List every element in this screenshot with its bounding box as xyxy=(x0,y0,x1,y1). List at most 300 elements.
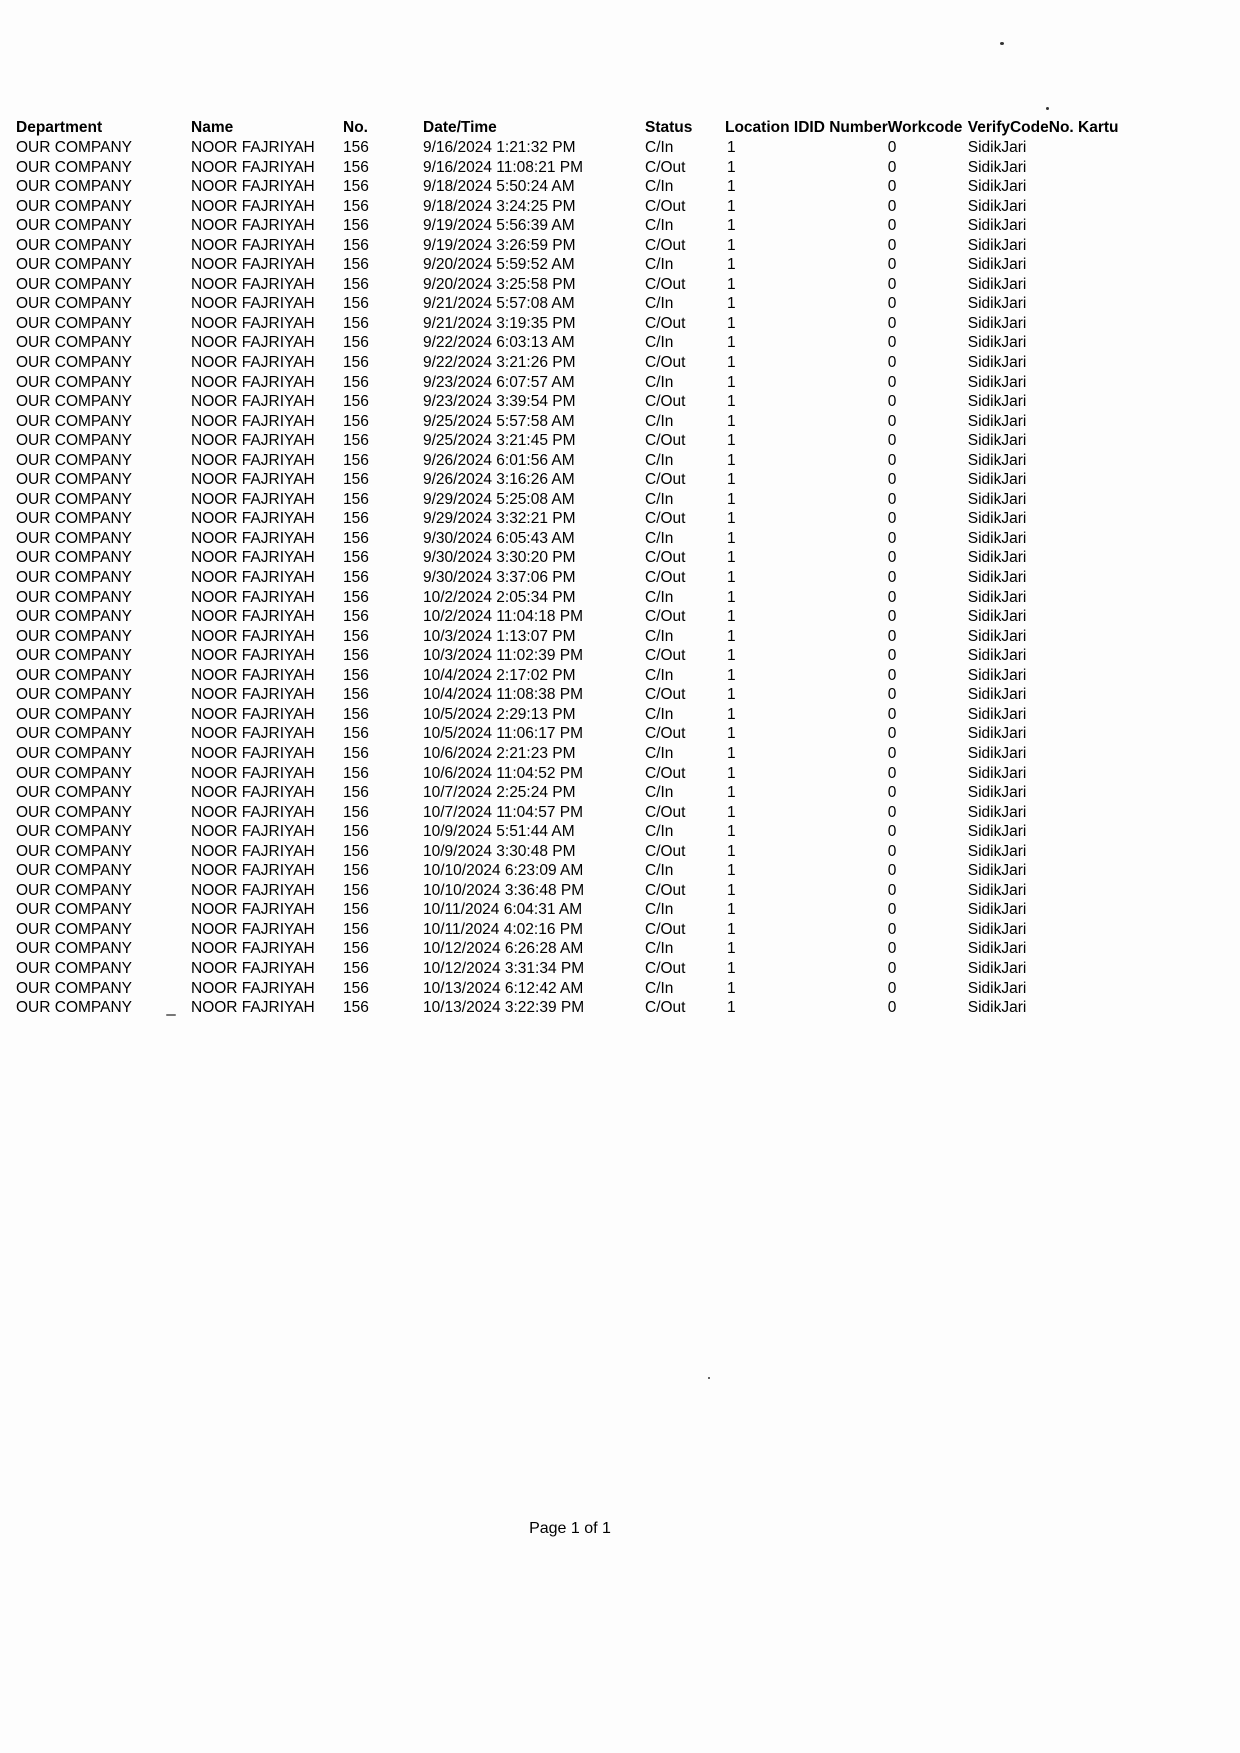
cell-workcode: 0 xyxy=(887,725,897,743)
header-card-no: No. Kartu xyxy=(1048,119,1119,136)
cell-datetime: 10/9/2024 3:30:48 PM xyxy=(423,842,576,860)
cell-status: C/Out xyxy=(645,842,686,860)
cell-department: OUR COMPANY xyxy=(16,999,132,1017)
cell-verifycode: SidikJari xyxy=(967,178,1027,196)
cell-card-no xyxy=(1049,959,1119,979)
cell-department: OUR COMPANY xyxy=(16,412,132,430)
cell-location-id: 1 xyxy=(727,432,736,450)
cell-status: C/Out xyxy=(645,275,686,293)
cell-location-id: 1 xyxy=(727,881,736,899)
table-header-row xyxy=(16,118,1119,138)
cell-status: C/Out xyxy=(645,686,686,704)
cell-card-no xyxy=(1049,607,1119,627)
cell-status: C/In xyxy=(645,862,674,880)
cell-verifycode: SidikJari xyxy=(967,862,1027,880)
cell-datetime: 10/11/2024 4:02:16 PM xyxy=(423,920,584,938)
cell-datetime: 10/6/2024 2:21:23 PM xyxy=(423,744,576,762)
table-row xyxy=(16,529,1119,549)
cell-verifycode: SidikJari xyxy=(967,295,1027,313)
table-row xyxy=(16,724,1119,744)
cell-workcode: 0 xyxy=(887,295,897,313)
cell-workcode: 0 xyxy=(887,999,897,1017)
cell-name: NOOR FAJRIYAH xyxy=(191,373,315,391)
cell-datetime: 10/10/2024 6:23:09 AM xyxy=(423,862,584,880)
cell-location-id: 1 xyxy=(727,354,736,372)
table-row xyxy=(16,939,1119,959)
cell-name: NOOR FAJRIYAH xyxy=(191,334,315,352)
cell-datetime: 10/10/2024 3:36:48 PM xyxy=(423,881,585,899)
cell-department: OUR COMPANY xyxy=(16,647,132,665)
cell-name: NOOR FAJRIYAH xyxy=(191,881,315,899)
cell-verifycode: SidikJari xyxy=(967,412,1027,430)
table-row xyxy=(16,959,1119,979)
cell-datetime: 10/7/2024 11:04:57 PM xyxy=(423,803,584,821)
cell-workcode: 0 xyxy=(887,139,897,156)
cell-card-no xyxy=(1049,392,1119,412)
cell-status: C/Out xyxy=(645,549,686,567)
cell-card-no xyxy=(1049,294,1119,314)
cell-name: NOOR FAJRIYAH xyxy=(191,647,315,665)
table-row xyxy=(16,275,1119,295)
cell-status: C/Out xyxy=(645,764,686,782)
cell-workcode: 0 xyxy=(887,979,897,997)
cell-workcode: 0 xyxy=(887,569,897,587)
cell-card-no xyxy=(1049,333,1119,353)
table-row xyxy=(16,920,1119,940)
cell-status: C/Out xyxy=(645,647,686,665)
cell-verifycode: SidikJari xyxy=(967,549,1027,567)
cell-name: NOOR FAJRIYAH xyxy=(191,920,315,938)
cell-status: C/Out xyxy=(645,999,686,1017)
cell-workcode: 0 xyxy=(887,275,897,293)
table-row xyxy=(16,568,1119,588)
table-row xyxy=(16,548,1119,568)
table-row xyxy=(16,216,1119,236)
cell-card-no xyxy=(1049,627,1119,647)
cell-name: NOOR FAJRIYAH xyxy=(191,432,315,450)
cell-verifycode: SidikJari xyxy=(967,979,1027,997)
cell-card-no xyxy=(1049,373,1119,393)
cell-name: NOOR FAJRIYAH xyxy=(191,490,315,508)
cell-datetime: 9/18/2024 3:24:25 PM xyxy=(423,197,576,215)
cell-status: C/Out xyxy=(645,354,686,372)
cell-name: NOOR FAJRIYAH xyxy=(191,823,315,841)
cell-datetime: 9/23/2024 6:07:57 AM xyxy=(423,373,575,391)
cell-department: OUR COMPANY xyxy=(16,197,132,215)
cell-name: NOOR FAJRIYAH xyxy=(191,314,315,332)
cell-datetime: 9/25/2024 5:57:58 AM xyxy=(423,412,575,430)
cell-no: 156 xyxy=(343,627,369,645)
cell-name: NOOR FAJRIYAH xyxy=(191,197,315,215)
cell-department: OUR COMPANY xyxy=(16,314,132,332)
cell-datetime: 10/4/2024 2:17:02 PM xyxy=(423,666,576,684)
cell-name: NOOR FAJRIYAH xyxy=(191,764,315,782)
cell-datetime: 10/6/2024 11:04:52 PM xyxy=(423,764,584,782)
cell-name: NOOR FAJRIYAH xyxy=(191,471,315,489)
cell-workcode: 0 xyxy=(887,354,897,372)
cell-location-id: 1 xyxy=(727,139,736,156)
cell-workcode: 0 xyxy=(887,412,897,430)
cell-location-id: 1 xyxy=(727,256,736,274)
cell-workcode: 0 xyxy=(887,334,897,352)
cell-no: 156 xyxy=(343,139,369,156)
cell-datetime: 9/16/2024 11:08:21 PM xyxy=(423,158,584,176)
cell-department: OUR COMPANY xyxy=(16,139,132,156)
cell-department: OUR COMPANY xyxy=(16,881,132,899)
cell-no: 156 xyxy=(343,744,369,762)
cell-name: NOOR FAJRIYAH xyxy=(191,158,315,176)
table-row xyxy=(16,803,1119,823)
cell-status: C/In xyxy=(645,490,674,508)
cell-name: NOOR FAJRIYAH xyxy=(191,999,315,1017)
cell-card-no xyxy=(1049,255,1119,275)
cell-workcode: 0 xyxy=(887,471,897,489)
cell-status: C/In xyxy=(645,627,674,645)
cell-no: 156 xyxy=(343,197,369,215)
cell-department: OUR COMPANY xyxy=(16,705,132,723)
table-row xyxy=(16,255,1119,275)
cell-department: OUR COMPANY xyxy=(16,354,132,372)
cell-no: 156 xyxy=(343,686,369,704)
table-row xyxy=(16,588,1119,608)
cell-status: C/Out xyxy=(645,393,686,411)
cell-verifycode: SidikJari xyxy=(967,314,1027,332)
cell-workcode: 0 xyxy=(887,803,897,821)
header-department: Department xyxy=(16,119,103,136)
cell-name: NOOR FAJRIYAH xyxy=(191,862,315,880)
cell-workcode: 0 xyxy=(887,608,897,626)
cell-department: OUR COMPANY xyxy=(16,764,132,782)
cell-no: 156 xyxy=(343,999,369,1017)
cell-status: C/In xyxy=(645,705,674,723)
cell-workcode: 0 xyxy=(887,823,897,841)
cell-status: C/In xyxy=(645,979,674,997)
cell-status: C/Out xyxy=(645,158,686,176)
cell-status: C/Out xyxy=(645,510,686,528)
cell-name: NOOR FAJRIYAH xyxy=(191,901,315,919)
cell-department: OUR COMPANY xyxy=(16,862,132,880)
cell-department: OUR COMPANY xyxy=(16,236,132,254)
cell-department: OUR COMPANY xyxy=(16,295,132,313)
cell-department: OUR COMPANY xyxy=(16,901,132,919)
cell-department: OUR COMPANY xyxy=(16,178,132,196)
cell-workcode: 0 xyxy=(887,197,897,215)
cell-datetime: 10/12/2024 3:31:34 PM xyxy=(423,959,585,977)
table-row xyxy=(16,705,1119,725)
cell-verifycode: SidikJari xyxy=(967,901,1027,919)
cell-card-no xyxy=(1049,979,1119,999)
cell-name: NOOR FAJRIYAH xyxy=(191,412,315,430)
cell-no: 156 xyxy=(343,314,369,332)
table-row xyxy=(16,158,1119,178)
cell-datetime: 10/3/2024 11:02:39 PM xyxy=(423,647,584,665)
cell-verifycode: SidikJari xyxy=(967,236,1027,254)
cell-department: OUR COMPANY xyxy=(16,393,132,411)
cell-verifycode: SidikJari xyxy=(967,139,1027,156)
cell-verifycode: SidikJari xyxy=(967,197,1027,215)
header-verifycode: VerifyCode xyxy=(967,119,1049,136)
cell-name: NOOR FAJRIYAH xyxy=(191,959,315,977)
cell-department: OUR COMPANY xyxy=(16,979,132,997)
cell-verifycode: SidikJari xyxy=(967,705,1027,723)
header-name: Name xyxy=(191,119,234,136)
cell-department: OUR COMPANY xyxy=(16,784,132,802)
cell-verifycode: SidikJari xyxy=(967,256,1027,274)
table-row xyxy=(16,353,1119,373)
cell-workcode: 0 xyxy=(887,744,897,762)
cell-department: OUR COMPANY xyxy=(16,842,132,860)
cell-name: NOOR FAJRIYAH xyxy=(191,256,315,274)
cell-no: 156 xyxy=(343,256,369,274)
table-row xyxy=(16,314,1119,334)
cell-department: OUR COMPANY xyxy=(16,959,132,977)
cell-card-no xyxy=(1049,920,1119,940)
cell-datetime: 10/11/2024 6:04:31 AM xyxy=(423,901,583,919)
cell-no: 156 xyxy=(343,803,369,821)
cell-card-no xyxy=(1049,431,1119,451)
cell-status: C/In xyxy=(645,334,674,352)
cell-name: NOOR FAJRIYAH xyxy=(191,588,315,606)
table-row xyxy=(16,138,1119,158)
cell-name: NOOR FAJRIYAH xyxy=(191,725,315,743)
cell-verifycode: SidikJari xyxy=(967,334,1027,352)
cell-no: 156 xyxy=(343,451,369,469)
cell-no: 156 xyxy=(343,862,369,880)
table-row xyxy=(16,490,1119,510)
cell-status: C/In xyxy=(645,373,674,391)
cell-location-id: 1 xyxy=(727,490,736,508)
cell-verifycode: SidikJari xyxy=(967,588,1027,606)
cell-datetime: 10/9/2024 5:51:44 AM xyxy=(423,823,575,841)
cell-no: 156 xyxy=(343,334,369,352)
cell-no: 156 xyxy=(343,295,369,313)
cell-card-no xyxy=(1049,529,1119,549)
cell-workcode: 0 xyxy=(887,451,897,469)
cell-verifycode: SidikJari xyxy=(967,842,1027,860)
cell-datetime: 9/22/2024 6:03:13 AM xyxy=(423,334,575,352)
cell-verifycode: SidikJari xyxy=(967,510,1027,528)
cell-card-no xyxy=(1049,646,1119,666)
table-row xyxy=(16,431,1119,451)
table-body xyxy=(16,138,1119,1018)
cell-name: NOOR FAJRIYAH xyxy=(191,549,315,567)
cell-card-no xyxy=(1049,685,1119,705)
cell-card-no xyxy=(1049,588,1119,608)
cell-card-no xyxy=(1049,822,1119,842)
cell-name: NOOR FAJRIYAH xyxy=(191,529,315,547)
cell-card-no xyxy=(1049,451,1119,471)
cell-no: 156 xyxy=(343,979,369,997)
cell-status: C/Out xyxy=(645,920,686,938)
cell-location-id: 1 xyxy=(727,764,736,782)
table-row xyxy=(16,451,1119,471)
cell-verifycode: SidikJari xyxy=(967,725,1027,743)
cell-datetime: 9/29/2024 3:32:21 PM xyxy=(423,510,576,528)
cell-location-id: 1 xyxy=(727,666,736,684)
cell-department: OUR COMPANY xyxy=(16,920,132,938)
cell-location-id: 1 xyxy=(727,920,736,938)
header-location-id xyxy=(725,118,888,138)
cell-verifycode: SidikJari xyxy=(967,217,1027,235)
cell-location-id: 1 xyxy=(727,608,736,626)
cell-name: NOOR FAJRIYAH xyxy=(191,354,315,372)
table-row xyxy=(16,509,1119,529)
cell-name: NOOR FAJRIYAH xyxy=(191,842,315,860)
cell-location-id: 1 xyxy=(727,295,736,313)
cell-no: 156 xyxy=(343,705,369,723)
cell-datetime: 10/5/2024 2:29:13 PM xyxy=(423,705,576,723)
table-row xyxy=(16,373,1119,393)
table-row xyxy=(16,236,1119,256)
cell-status: C/In xyxy=(645,256,674,274)
cell-status: C/In xyxy=(645,451,674,469)
cell-name: NOOR FAJRIYAH xyxy=(191,784,315,802)
cell-no: 156 xyxy=(343,647,369,665)
cell-card-no xyxy=(1049,939,1119,959)
cell-location-id: 1 xyxy=(727,314,736,332)
cell-verifycode: SidikJari xyxy=(967,764,1027,782)
cell-verifycode: SidikJari xyxy=(967,823,1027,841)
cell-no: 156 xyxy=(343,842,369,860)
cell-location-id: 1 xyxy=(727,158,736,176)
cell-no: 156 xyxy=(343,236,369,254)
cell-status: C/In xyxy=(645,178,674,196)
cell-no: 156 xyxy=(343,588,369,606)
cell-department: OUR COMPANY xyxy=(16,549,132,567)
cell-workcode: 0 xyxy=(887,314,897,332)
cell-location-id: 1 xyxy=(727,940,736,958)
cell-location-id: 1 xyxy=(727,823,736,841)
cell-location-id: 1 xyxy=(727,451,736,469)
cell-workcode: 0 xyxy=(887,705,897,723)
cell-datetime: 10/5/2024 11:06:17 PM xyxy=(423,725,584,743)
cell-verifycode: SidikJari xyxy=(967,940,1027,958)
cell-workcode: 0 xyxy=(887,256,897,274)
cell-card-no xyxy=(1049,998,1119,1018)
cell-no: 156 xyxy=(343,666,369,684)
cell-location-id: 1 xyxy=(727,744,736,762)
table-row xyxy=(16,607,1119,627)
cell-datetime: 9/29/2024 5:25:08 AM xyxy=(423,490,575,508)
cell-no: 156 xyxy=(343,549,369,567)
cell-workcode: 0 xyxy=(887,666,897,684)
page-number: Page 1 of 1 xyxy=(529,1520,611,1537)
cell-status: C/Out xyxy=(645,471,686,489)
cell-datetime: 10/2/2024 2:05:34 PM xyxy=(423,588,576,606)
cell-datetime: 9/30/2024 6:05:43 AM xyxy=(423,529,575,547)
cell-name: NOOR FAJRIYAH xyxy=(191,178,315,196)
cell-datetime: 10/2/2024 11:04:18 PM xyxy=(423,608,584,626)
table-row xyxy=(16,744,1119,764)
cell-department: OUR COMPANY xyxy=(16,510,132,528)
cell-workcode: 0 xyxy=(887,490,897,508)
cell-card-no xyxy=(1049,900,1119,920)
cell-name: NOOR FAJRIYAH xyxy=(191,217,315,235)
cell-verifycode: SidikJari xyxy=(967,373,1027,391)
cell-location-id: 1 xyxy=(727,588,736,606)
cell-name: NOOR FAJRIYAH xyxy=(191,451,315,469)
cell-card-no xyxy=(1049,861,1119,881)
scan-speck xyxy=(1046,107,1049,110)
cell-workcode: 0 xyxy=(887,236,897,254)
cell-location-id: 1 xyxy=(727,373,736,391)
table-row xyxy=(16,764,1119,784)
header-workcode: Workcode xyxy=(887,119,963,136)
cell-card-no xyxy=(1049,744,1119,764)
cell-status: C/Out xyxy=(645,881,686,899)
cell-department: OUR COMPANY xyxy=(16,744,132,762)
cell-datetime: 9/30/2024 3:30:20 PM xyxy=(423,549,576,567)
cell-card-no xyxy=(1049,783,1119,803)
cell-workcode: 0 xyxy=(887,959,897,977)
cell-no: 156 xyxy=(343,784,369,802)
cell-no: 156 xyxy=(343,940,369,958)
scan-speck xyxy=(1000,42,1004,45)
cell-location-id: 1 xyxy=(727,862,736,880)
table-row xyxy=(16,861,1119,881)
cell-workcode: 0 xyxy=(887,784,897,802)
cell-name: NOOR FAJRIYAH xyxy=(191,744,315,762)
cell-no: 156 xyxy=(343,823,369,841)
cell-no: 156 xyxy=(343,393,369,411)
cell-card-no xyxy=(1049,412,1119,432)
cell-department: OUR COMPANY xyxy=(16,686,132,704)
cell-workcode: 0 xyxy=(887,686,897,704)
cell-verifycode: SidikJari xyxy=(967,784,1027,802)
cell-status: C/Out xyxy=(645,608,686,626)
cell-location-id: 1 xyxy=(727,627,736,645)
cell-datetime: 9/20/2024 5:59:52 AM xyxy=(423,256,575,274)
cell-status: C/In xyxy=(645,139,674,156)
cell-workcode: 0 xyxy=(887,627,897,645)
cell-datetime: 9/30/2024 3:37:06 PM xyxy=(423,569,576,587)
cell-verifycode: SidikJari xyxy=(967,920,1027,938)
cell-no: 156 xyxy=(343,354,369,372)
cell-datetime: 9/18/2024 5:50:24 AM xyxy=(423,178,575,196)
cell-card-no xyxy=(1049,666,1119,686)
cell-datetime: 10/13/2024 3:22:39 PM xyxy=(423,999,585,1017)
cell-department: OUR COMPANY xyxy=(16,725,132,743)
cell-no: 156 xyxy=(343,901,369,919)
cell-card-no xyxy=(1049,803,1119,823)
cell-no: 156 xyxy=(343,920,369,938)
cell-no: 156 xyxy=(343,158,369,176)
cell-datetime: 9/19/2024 5:56:39 AM xyxy=(423,217,575,235)
cell-verifycode: SidikJari xyxy=(967,803,1027,821)
cell-no: 156 xyxy=(343,725,369,743)
scan-speck xyxy=(708,1377,710,1379)
cell-location-id: 1 xyxy=(727,217,736,235)
cell-verifycode: SidikJari xyxy=(967,471,1027,489)
table-row xyxy=(16,685,1119,705)
attendance-table xyxy=(16,118,1119,1018)
cell-verifycode: SidikJari xyxy=(967,627,1027,645)
cell-status: C/In xyxy=(645,940,674,958)
cell-datetime: 10/13/2024 6:12:42 AM xyxy=(423,979,584,997)
cell-location-id: 1 xyxy=(727,334,736,352)
cell-status: C/Out xyxy=(645,314,686,332)
table-row xyxy=(16,900,1119,920)
cell-location-id: 1 xyxy=(727,647,736,665)
cell-location-id: 1 xyxy=(727,236,736,254)
cell-verifycode: SidikJari xyxy=(967,490,1027,508)
cell-workcode: 0 xyxy=(887,647,897,665)
cell-name: NOOR FAJRIYAH xyxy=(191,139,315,156)
cell-card-no xyxy=(1049,216,1119,236)
cell-name: NOOR FAJRIYAH xyxy=(191,803,315,821)
cell-department: OUR COMPANY xyxy=(16,490,132,508)
cell-status: C/In xyxy=(645,588,674,606)
